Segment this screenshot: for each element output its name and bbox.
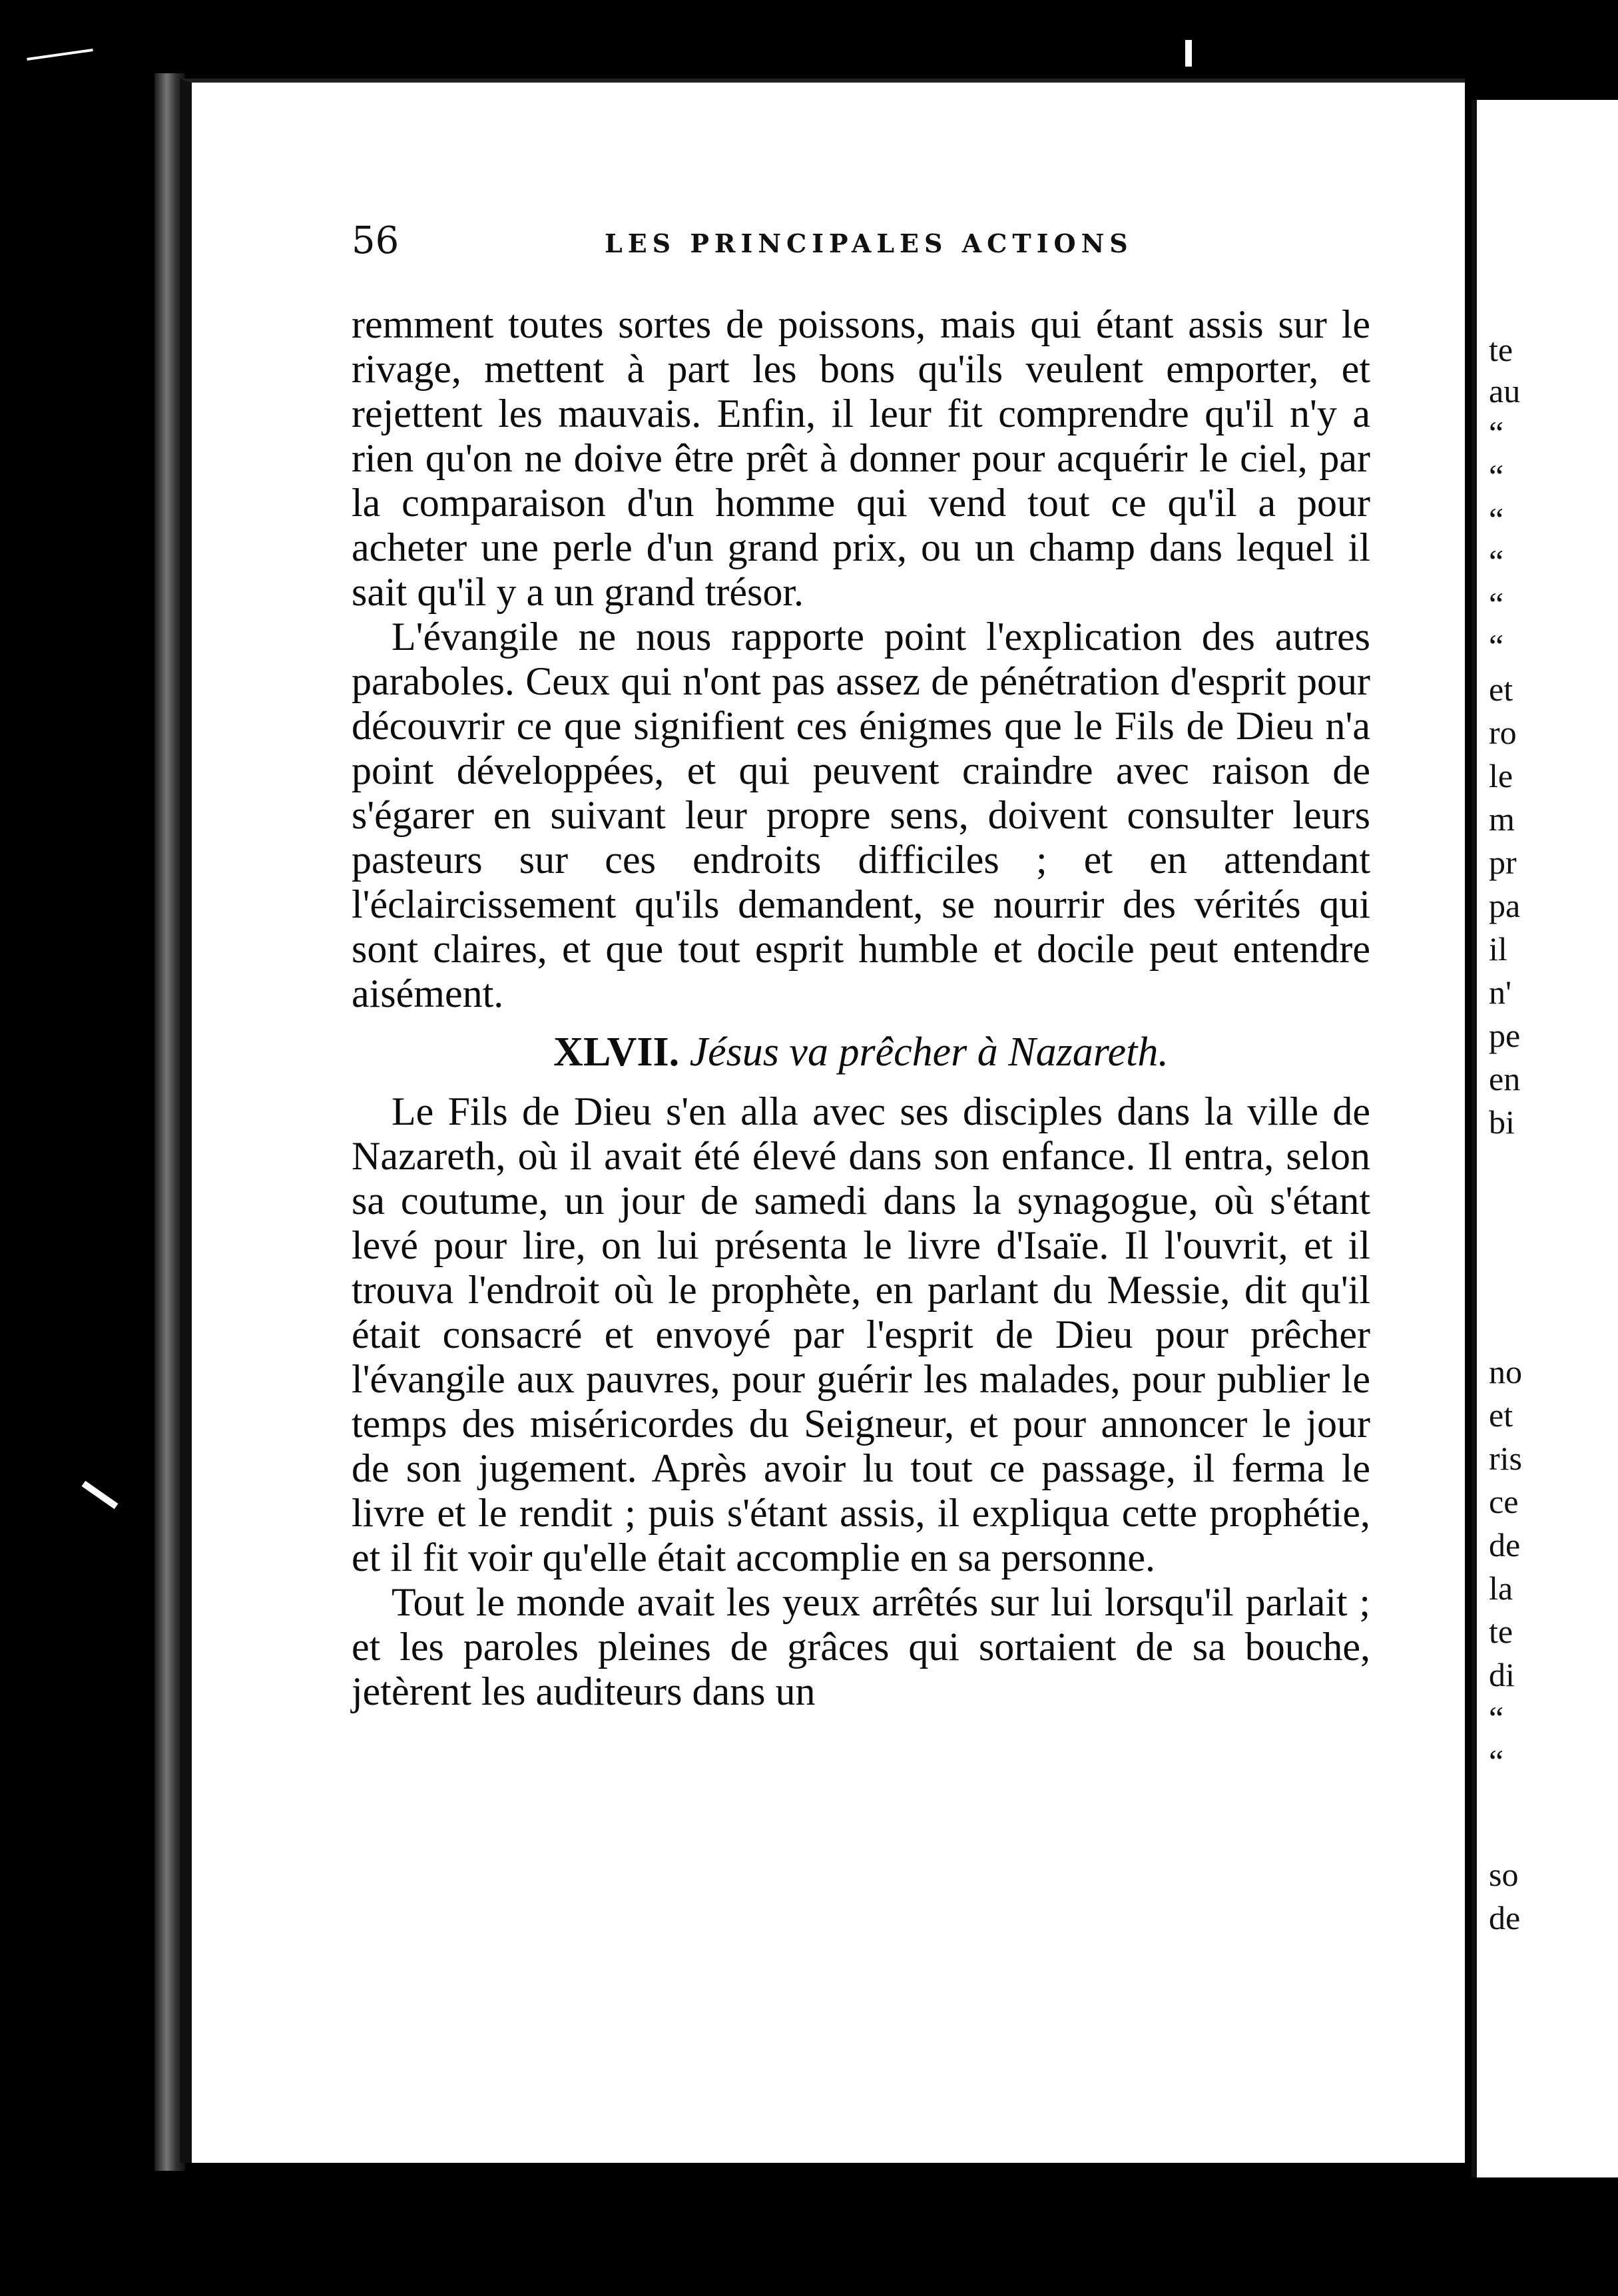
paragraph: L'évangile ne nous rapporte point l'explication des autres paraboles. Ceux qui n'ont pas assez de pénétration d'esprit pour découvrir ce que signifient ces énigmes que le Fils de Dieu n'a point développées, et qui peuvent craindre avec raison de s'égarer en suivant leur propre sens, doivent consulter leurs pasteurs sur ces endroits difficiles ; et en attendant l'éclaircissement qu'ils demandent, se nourrir des vérités qui sont claires, et que tout esprit humble et docile peut entendre aisément. (352, 615, 1370, 1015)
right-page-fragment: m (1489, 800, 1515, 838)
running-head: LES PRINCIPALES ACTIONS (605, 228, 1133, 258)
right-page-fragment: ro (1489, 714, 1517, 751)
left-page (180, 79, 1465, 2163)
section-title: Jésus va prêcher à Nazareth. (689, 1029, 1169, 1075)
right-page-fragment: bi (1489, 1103, 1515, 1141)
right-page-fragment: le (1489, 757, 1513, 794)
right-page-fragment: “ (1489, 1743, 1504, 1780)
scan-artifact (27, 49, 93, 61)
right-page-fragment: “ (1489, 457, 1504, 495)
page-header (352, 219, 1364, 272)
right-page-fragment: “ (1489, 627, 1504, 665)
right-page-fragment: de (1489, 1526, 1521, 1564)
right-page-fragment: il (1489, 930, 1507, 968)
scan-artifact (1185, 40, 1192, 67)
right-page-fragment: au (1489, 372, 1521, 410)
right-page-fragment: de (1489, 1899, 1521, 1936)
paragraph: Tout le monde avait les yeux arrêtés sur lui lorsqu'il parlait ; et les paroles pleines de grâces qui sortaient de sa bouche, jetèrent les auditeurs dans un (352, 1580, 1370, 1713)
right-page-fragment: te (1489, 331, 1513, 368)
right-page-fragment: ce (1489, 1483, 1519, 1520)
right-page-fragment: “ (1489, 501, 1504, 538)
right-page-fragment: en (1489, 1060, 1521, 1097)
right-page-fragment: ris (1489, 1440, 1522, 1477)
right-page-fragment: “ (1489, 414, 1504, 451)
right-page-edge (1472, 100, 1618, 2177)
right-page-fragment: la (1489, 1570, 1513, 1607)
right-page-fragment: no (1489, 1353, 1522, 1390)
section-heading (352, 1027, 1370, 1077)
right-page-fragment: “ (1489, 1699, 1504, 1737)
right-page-fragment: pe (1489, 1017, 1521, 1054)
right-page-fragment: pa (1489, 887, 1521, 924)
section-number: XLVII. (553, 1029, 680, 1075)
right-page-fragment: n' (1489, 974, 1512, 1011)
right-page-fragment: et (1489, 671, 1513, 708)
right-page-fragment: “ (1489, 585, 1504, 623)
right-page-fragment: so (1489, 1856, 1519, 1893)
right-page-fragment: pr (1489, 844, 1517, 881)
paragraph: remment toutes sortes de poissons, mais qui étant assis sur le rivage, mettent à part les bons qu'ils veulent emporter, et rejettent les mauvais. Enfin, il leur fit comprendre qu'il n'y a rien qu'on ne doive être prêt à donner pour acquérir le ciel, par la comparaison d'un homme qui vend tout ce qu'il a pour acheter une perle d'un grand prix, ou un champ dans lequel il sait qu'il y a un grand trésor. (352, 302, 1370, 614)
page-number: 56 (352, 219, 400, 262)
right-page-fragment: te (1489, 1613, 1513, 1650)
right-page-fragment: “ (1489, 543, 1504, 580)
paragraph: Le Fils de Dieu s'en alla avec ses disciples dans la ville de Nazareth, où il avait été élevé dans son enfance. Il entra, selon sa coutume, un jour de samedi dans la synagogue, où s'étant levé pour lire, on lui présenta le livre d'Isaïe. Il l'ouvrit, et il trouva l'endroit où le prophète, en parlant du Messie, dit qu'il était consacré et envoyé par l'esprit de Dieu pour prêcher l'évangile aux pauvres, pour guérir les malades, pour publier le temps des miséricordes du Seigneur, et pour annoncer le jour de son jugement. Après avoir lu tout ce passage, il ferma le livre et le rendit ; puis s'étant assis, il expliqua cette prophétie, et il fit voir qu'elle était accomplie en sa personne. (352, 1089, 1370, 1579)
right-page-fragment: et (1489, 1396, 1513, 1434)
scan-artifact (82, 1481, 119, 1510)
right-page-fragment: di (1489, 1656, 1515, 1693)
page-body (352, 302, 1370, 1714)
